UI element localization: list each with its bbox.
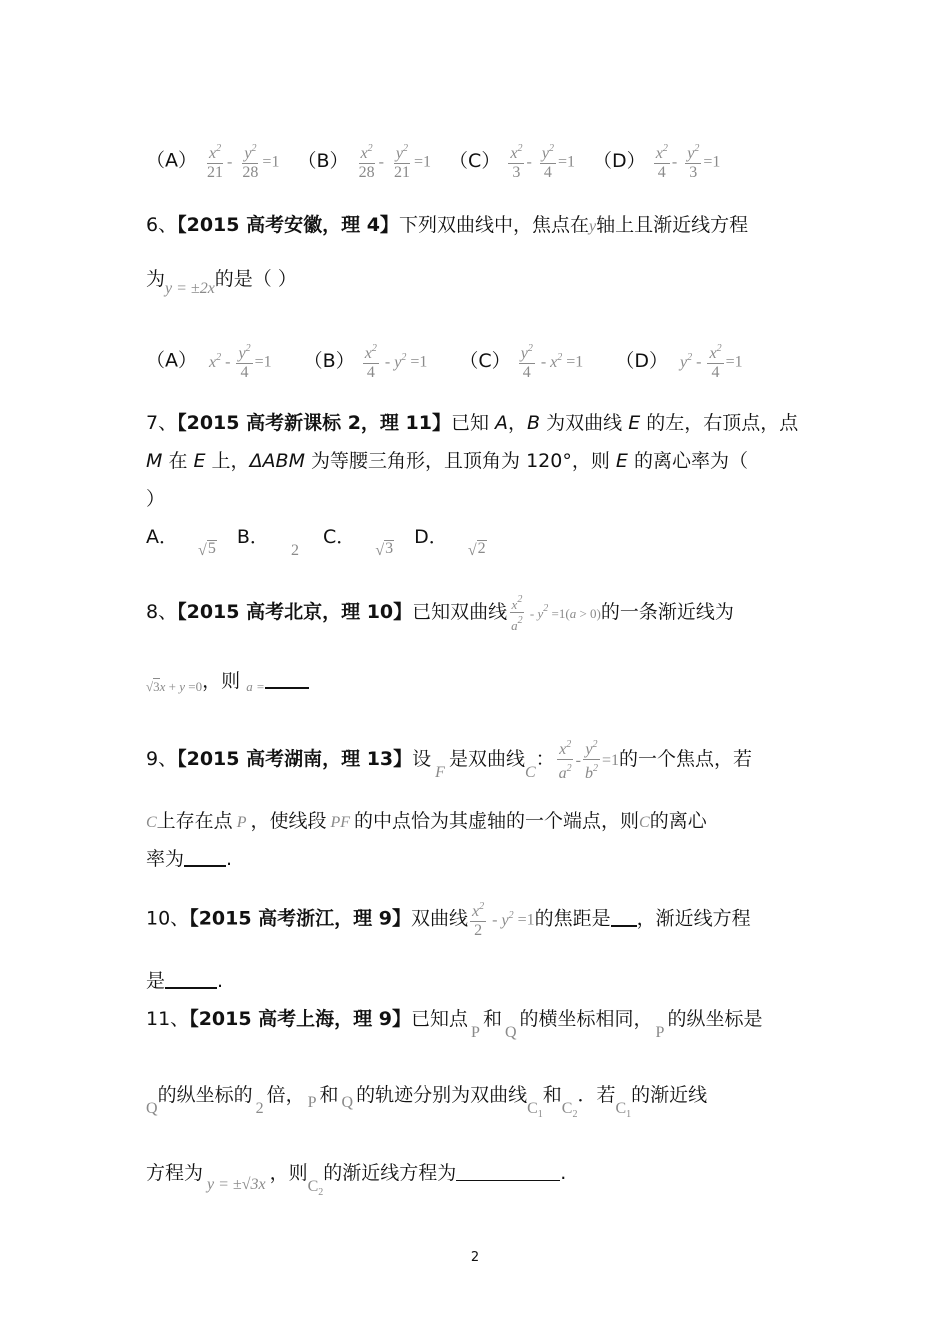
question-text: . — [560, 1162, 567, 1184]
question-text: 的纵坐标是 — [667, 1008, 763, 1030]
fraction: $\frac{y^2}{28}$ — [240, 140, 260, 182]
fraction: $\frac{y^2}{4}$ — [236, 340, 252, 382]
q11-line-2 — [146, 1082, 707, 1128]
math-subscript: 1 — [537, 1109, 543, 1120]
fraction: $\frac{x^2}{4}$ — [363, 340, 379, 382]
math-var: F — [435, 764, 445, 781]
math-var: P — [655, 1024, 665, 1041]
question-text: 在 — [162, 450, 194, 472]
question-text: 的是（ ） — [214, 268, 297, 290]
q6-line-2 — [146, 266, 297, 302]
math-letter: C — [527, 1100, 538, 1117]
q5-option-b: （B） — [297, 149, 349, 172]
answer-blank[interactable] — [265, 687, 309, 689]
q10-line-2 — [146, 968, 223, 994]
q5-option-c: （C） — [449, 149, 501, 172]
question-text: 的一个焦点，若 — [619, 748, 753, 770]
fraction: $\frac{y^2}{4}$ — [540, 140, 556, 182]
answer-blank[interactable] — [456, 1180, 560, 1181]
q7-option-d: D． — [414, 526, 448, 548]
sqrt-value: 5 — [207, 540, 216, 557]
question-text: 是双曲线 — [448, 748, 525, 770]
q9-line-2 — [146, 808, 707, 836]
fraction: $\frac{x^2}{21}$ — [205, 140, 225, 182]
math-var: a = — [246, 679, 265, 694]
fraction: $\frac{x^2}{2}$ — [470, 898, 486, 940]
math-var: C — [524, 764, 536, 781]
math-subscript: 2 — [572, 1109, 578, 1120]
question-text: 为双曲线 — [540, 412, 629, 434]
math-var: P — [471, 1024, 480, 1041]
sqrt-value: 3 — [385, 540, 394, 557]
question-text: ： — [535, 748, 555, 770]
question-source: 【2015 高考浙江，理 9】 — [189, 907, 412, 930]
math-subscript: 2 — [318, 1187, 324, 1198]
q7-option-a: A． — [146, 526, 178, 548]
question-text: ，渐近线方程 — [636, 907, 751, 930]
fraction: $\frac{y^2}{4}$ — [519, 340, 535, 382]
math-equation: y = ±√3x — [207, 1176, 266, 1193]
q5-options: （A） $\frac{x^2}{21}$ - $\frac{y^2}{28}$ =1 （B） $\frac{x^2}{28}$ - $\frac{y^2}{21}$ =1 （C） $\frac{x^2}{3}$ - $\frac{y^2}{4}$ =1 （D） $\frac{x^2}{4}$ - $\frac{y^2}{3}$ =1 — [146, 140, 720, 182]
question-text: 和 — [542, 1084, 562, 1106]
fraction: $\frac{y^2}{b^2}$ — [583, 736, 600, 783]
math-var: 2 — [255, 1100, 264, 1117]
math-letter: C — [615, 1100, 627, 1117]
math-var: Q — [341, 1094, 354, 1111]
question-text: 已知双曲线 — [412, 601, 508, 623]
question-text: . — [226, 848, 233, 870]
question-text: 双曲线 — [411, 907, 469, 930]
question-text: 的纵坐标的 — [157, 1084, 253, 1106]
q7-options — [146, 524, 487, 564]
question-source: 【2015 高考安徽，理 4】 — [177, 214, 399, 236]
math-var: PF — [330, 814, 351, 831]
question-text: ） — [146, 488, 166, 510]
question-text: 已知点 — [411, 1008, 469, 1030]
question-text: 为 — [146, 268, 166, 290]
q6-options: （A） $x^2$ - $\frac{y^2}{4}$ =1 （B） $\frac{x^2}{4}$ - $y^2 =1$ （C） $\frac{y^2}{4}$ - $x^2 =1$ （D） $y^2$ - $\frac{x^2}{4}$ =1 — [146, 340, 743, 382]
question-number: 9、 — [146, 748, 178, 770]
q6-option-c: （C） — [459, 349, 511, 372]
math-subscript: 1 — [626, 1109, 632, 1120]
math-var: P — [307, 1094, 317, 1111]
math-var: A — [495, 412, 509, 434]
question-text: 的渐近线方程为 — [323, 1162, 457, 1184]
q6-option-a: （A） — [146, 349, 197, 372]
question-text: 是 — [146, 970, 166, 992]
question-number: 10、 — [146, 907, 190, 930]
q7-line-1 — [146, 410, 798, 436]
math-letter: C — [307, 1178, 319, 1195]
math-equation: √3x + y =0 — [146, 679, 203, 694]
math-var: E — [615, 450, 628, 472]
math-var-c2 — [561, 1100, 578, 1120]
sqrt-value: 2 — [477, 540, 486, 557]
question-text: 的横坐标相同， — [519, 1008, 653, 1030]
math-var: C — [146, 814, 157, 831]
question-number: 11、 — [146, 1008, 190, 1030]
q6-line-1 — [146, 212, 748, 240]
q7-line-3 — [146, 486, 165, 512]
math-triangle: ΔABM — [249, 450, 305, 472]
question-text: 下列双曲线中，焦点在 — [398, 214, 589, 236]
question-text: 设 — [412, 748, 432, 770]
option-value: 2 — [290, 542, 299, 559]
question-source: 【2015 高考上海，理 9】 — [189, 1008, 412, 1030]
sqrt-expression: √ 2 — [467, 540, 486, 559]
question-text: 上， — [205, 450, 250, 472]
q11-line-3 — [146, 1160, 566, 1206]
q7-line-2 — [146, 448, 748, 474]
question-text: 方程为 — [146, 1162, 204, 1184]
question-text: 的离心率为（ — [627, 450, 748, 472]
math-var: E — [628, 412, 641, 434]
question-text: 和 — [482, 1008, 502, 1030]
question-text: 已知 — [450, 412, 496, 434]
math-var: M — [146, 450, 163, 472]
answer-blank[interactable] — [165, 987, 217, 989]
fraction: $\frac{x^2}{4}$ — [654, 140, 670, 182]
question-text: 为等腰三角形，且顶角为 120°，则 — [305, 450, 616, 472]
fraction: $\frac{y^2}{3}$ — [685, 140, 701, 182]
math-letter: C — [561, 1100, 573, 1117]
q8-line-1: 8、【2015 高考北京，理 10】已知双曲线 $\frac{x^2}{a^2}$ - $y^2 =1(a > 0)$的一条渐近线为 — [146, 594, 734, 633]
q5-option-d: （D） — [593, 149, 646, 172]
answer-blank[interactable] — [611, 925, 637, 927]
q9-line-3 — [146, 846, 232, 872]
question-text: 的一条渐近线为 — [600, 601, 734, 623]
math-var: B — [527, 412, 541, 434]
question-text: 率为 — [146, 848, 185, 870]
q6-option-d: （D） — [615, 349, 668, 372]
fraction: $\frac{y^2}{21}$ — [392, 140, 412, 182]
question-number: 6、 — [146, 214, 178, 236]
fraction: $\frac{x^2}{3}$ — [508, 140, 524, 182]
math-var: E — [193, 450, 206, 472]
q5-option-a: （A） — [146, 149, 197, 172]
question-text: 的轨迹分别为双曲线 — [356, 1084, 528, 1106]
math-var-c2 — [307, 1178, 324, 1198]
question-text: ，则 — [269, 1162, 308, 1184]
question-text: 的中点恰为其虚轴的一个端点，则 — [354, 810, 640, 832]
question-text: 的焦距是 — [534, 907, 611, 930]
math-var: Q — [146, 1100, 158, 1117]
fraction: $\frac{x^2}{28}$ — [357, 140, 377, 182]
question-number: 7、 — [146, 412, 178, 434]
question-text: 上存在点 — [156, 810, 233, 832]
question-text: ，使线段 — [250, 810, 327, 832]
sqrt-expression: √ 3 — [375, 540, 394, 559]
q7-option-c: C． — [323, 526, 356, 548]
question-text: . — [217, 970, 224, 992]
math-var-c1 — [615, 1100, 632, 1120]
question-text: ， — [508, 412, 528, 434]
q8-line-2 — [146, 668, 309, 700]
question-source: 【2015 高考新课标 2，理 11】 — [177, 412, 451, 434]
question-text: 的渐近线 — [631, 1084, 708, 1106]
math-equation: y = ±2x — [165, 280, 215, 297]
question-source: 【2015 高考北京，理 10】 — [177, 601, 413, 623]
math-var: Q — [504, 1024, 517, 1041]
question-text: 和 — [319, 1084, 339, 1106]
fraction: $\frac{x^2}{4}$ — [707, 340, 723, 382]
sqrt-expression: √ 5 — [198, 540, 216, 559]
math-var-c1 — [527, 1100, 543, 1120]
fraction: $\frac{x^2}{a^2}$ — [511, 594, 523, 633]
q10-line-1: 10、【2015 高考浙江，理 9】双曲线 $\frac{x^2}{2}$ - $y^2 =1$的焦距是 ，渐近线方程 — [146, 898, 751, 940]
math-var: y — [588, 218, 597, 235]
question-text: 倍， — [266, 1084, 305, 1106]
question-text: 轴上且渐近线方程 — [596, 214, 749, 236]
page-number: 2 — [470, 1250, 480, 1265]
math-var: P — [236, 814, 247, 831]
question-text: ．若 — [577, 1084, 616, 1106]
question-number: 8、 — [146, 601, 178, 623]
q11-line-1 — [146, 1006, 762, 1046]
fraction: $\frac{x^2}{a^2}$ — [557, 736, 574, 783]
answer-blank[interactable] — [184, 865, 226, 867]
question-text: 的左，右顶点，点 — [640, 412, 799, 434]
q9-line-1: 9、【2015 高考湖南，理 13】设$_F$是双曲线$_C$： $\frac{x^2}{a^2}$ - $\frac{y^2}{b^2}$ =1的一个焦点，若 — [146, 736, 752, 786]
q7-option-b: B． — [236, 526, 269, 548]
q6-option-b: （B） — [303, 349, 355, 372]
math-var: C — [639, 814, 650, 831]
question-text: 的离心 — [649, 810, 707, 832]
question-text: ，则 — [202, 670, 247, 692]
question-source: 【2015 高考湖南，理 13】 — [177, 748, 413, 770]
